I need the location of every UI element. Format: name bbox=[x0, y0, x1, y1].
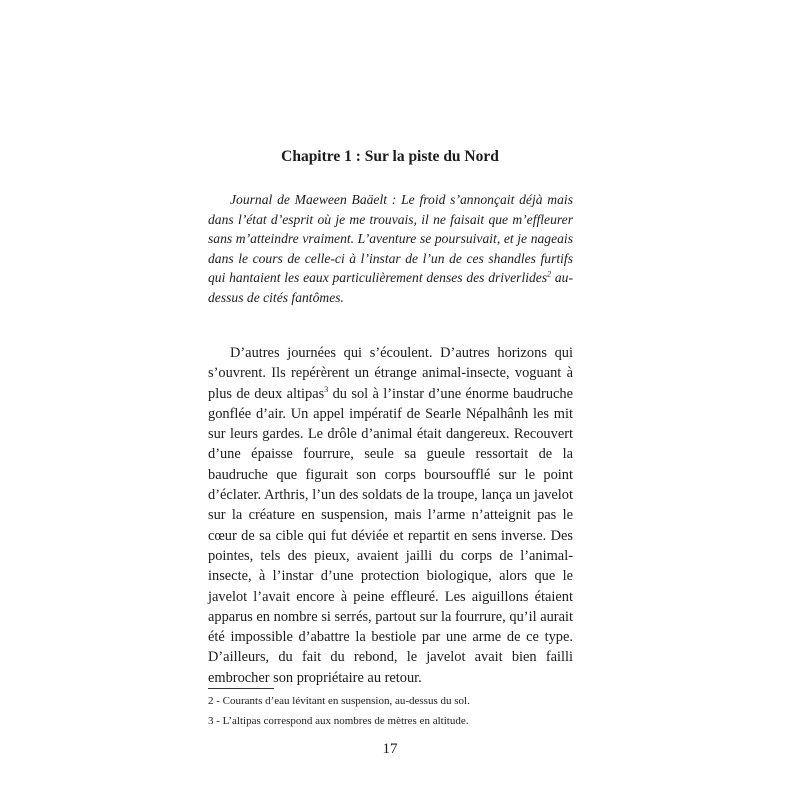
footnote-3: 3 - L’altipas correspond aux nombres de mètres en altitude. bbox=[208, 715, 469, 727]
page-number: 17 bbox=[382, 741, 398, 757]
footnote-separator bbox=[208, 688, 274, 689]
body-text: D’autres journées qui s’écoulent. D’autres horizons qui s’ouvrent. Ils repérèrent un étrange animal-insecte, voguant à plus de deux altipas bbox=[208, 345, 573, 402]
footnote-marker-3: 3 bbox=[324, 384, 329, 394]
body-text-end: du sol à l’instar d’une énorme baudruche gonflée d’air. Un appel impératif de Searle Népalhânh les mit sur leurs gardes. Le drôle d’animal était dangereux. Recouvert d’une épaisse fourrure, seule sa gueule ressortait de la baudruche que figurait son corps boursoufflé sur le point d’éclater. Arthris, l’un des soldats de la troupe, lança un javelot sur la créature en suspension, mais l’arme n’atteignit pas le cœur de sa cible qui fut déviée et repartit en sens inverse. Des pointes, tels des pieux, avaient jailli du corps de l’animal-insecte, à l’instar d’une protection biologique, alors que le javelot l’avait encore à peine effleuré. Les aiguillons étaient apparus en nombre si serrés, partout sur la fourrure, qu’il aurait été impossible d’abattre la bestiole par une arme de ce type. D’ailleurs, du fait du rebond, le javelot avait bien failli embrocher son propriétaire au retour. bbox=[208, 385, 573, 686]
epigraph-text-end: au-dessus de cités fantômes. bbox=[208, 270, 573, 305]
epigraph-text: Journal de Maeween Baäelt : Le froid s’annonçait déjà mais dans l’état d’esprit où je me trouvais, il ne faisait que m’effleurer sans m’atteindre vraiment. L’aventure se poursuivait, et je nageais dans le cours de celle-ci à l’instar de l’un de ces shandles furtifs qui hantaient les eaux particulièrement denses des driverlides bbox=[208, 192, 573, 286]
chapter-title: Chapitre 1 : Sur la piste du Nord bbox=[281, 148, 499, 165]
footnote-2: 2 - Courants d’eau lévitant en suspension, au-dessus du sol. bbox=[208, 695, 470, 707]
footnote-marker-2: 2 bbox=[547, 269, 552, 279]
epigraph-paragraph bbox=[208, 190, 573, 308]
body-paragraph bbox=[208, 343, 573, 688]
